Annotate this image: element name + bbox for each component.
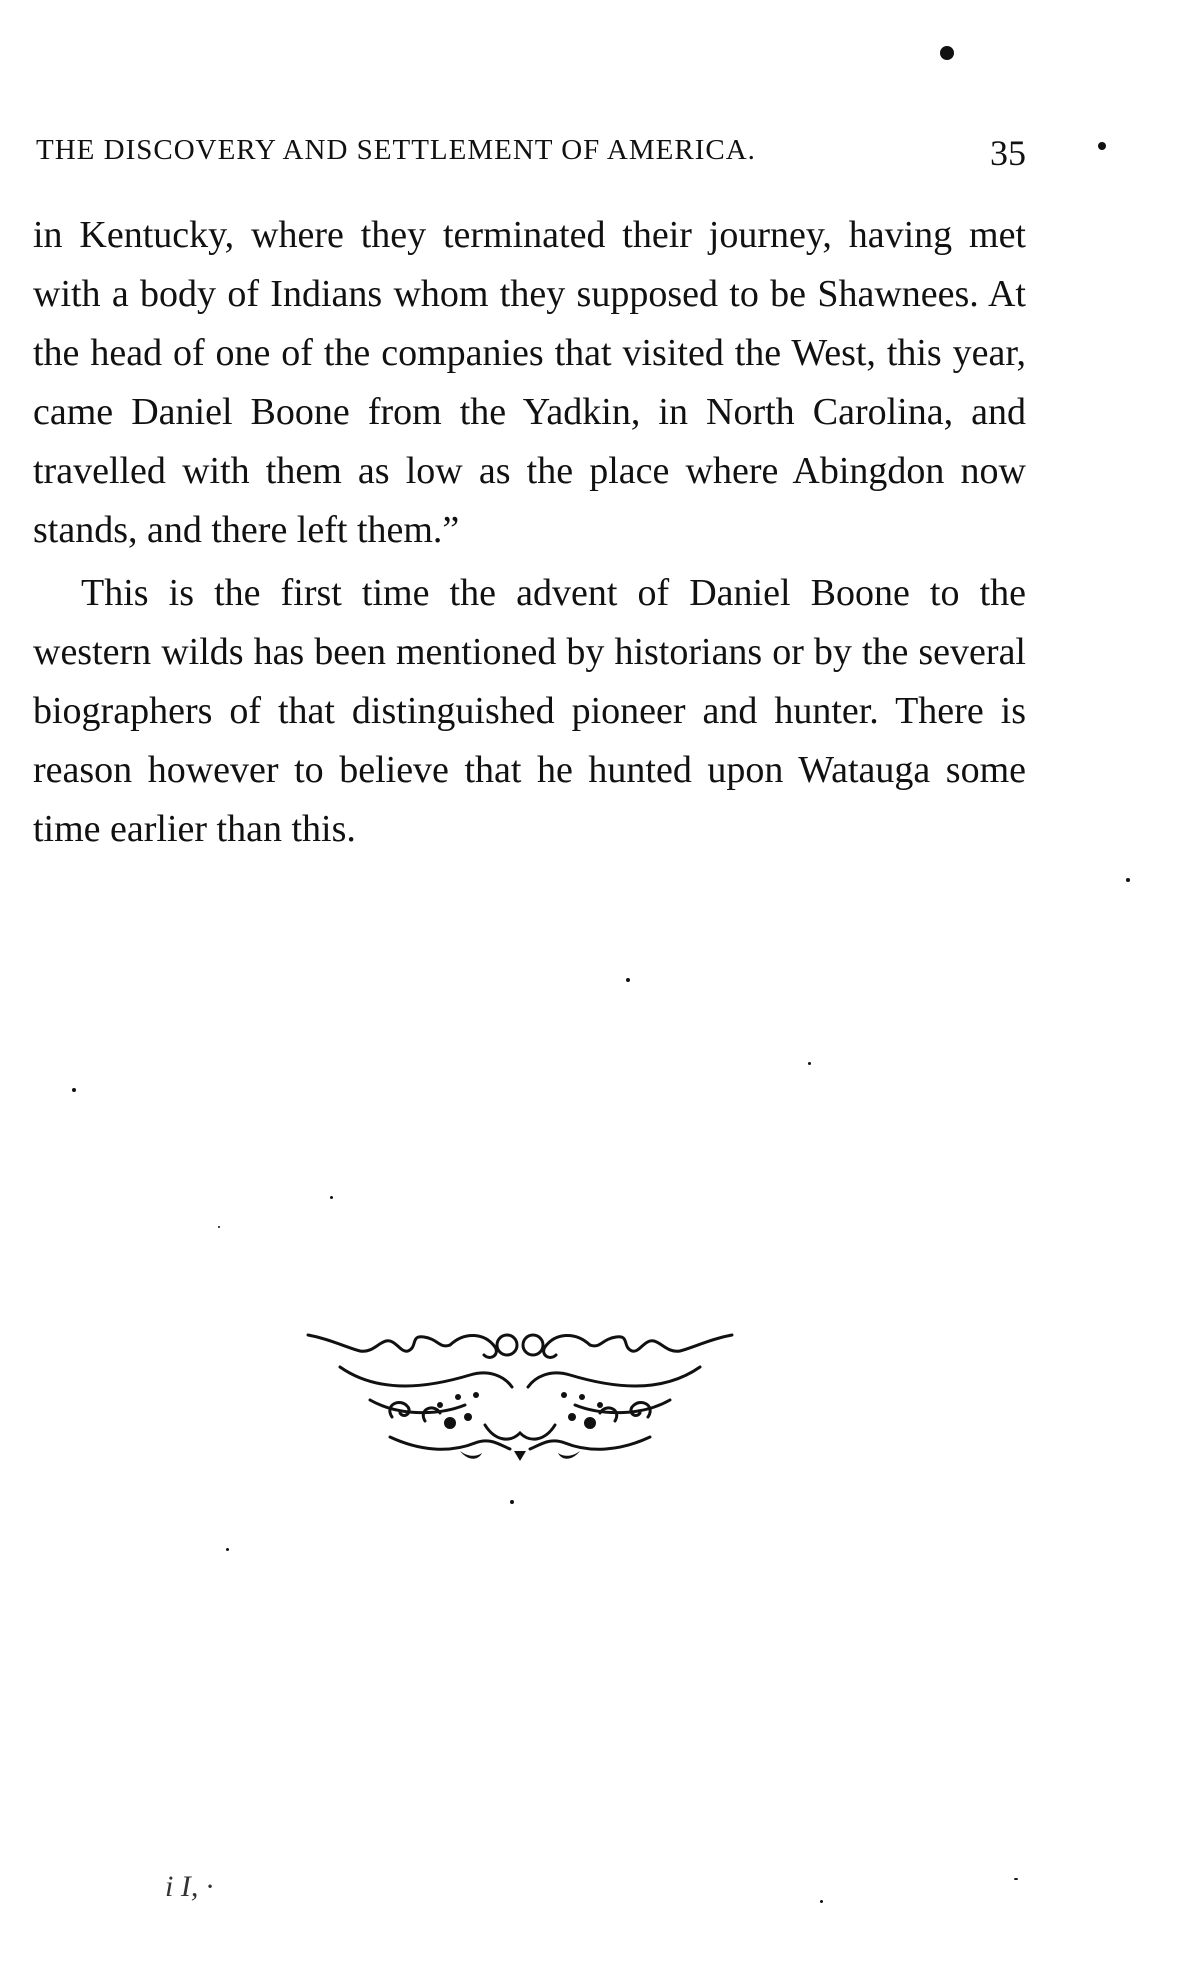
margin-mark: i I, · <box>165 1870 214 1903</box>
ink-speck <box>330 1196 333 1199</box>
ink-speck <box>72 1088 76 1092</box>
tailpiece-ornament <box>300 1325 740 1465</box>
ink-speck <box>626 978 630 982</box>
ink-speck <box>820 1900 823 1903</box>
page-number: 35 <box>990 133 1026 173</box>
running-head <box>36 132 1026 176</box>
body-text <box>33 206 1026 859</box>
ink-speck <box>218 1226 220 1228</box>
paragraph-continued: in Kentucky, where they terminated their journey, having met with a body of Indians whom they supposed to be Shawnees. At the head of one of the companies that visited the West, this year, came Daniel Boone from the Yadkin, in North Carolina, and travelled with them as low as the place where Abingdon now stands, and there left them.” <box>33 214 1026 551</box>
running-title: THE DISCOVERY AND SETTLEMENT OF AMERICA. <box>36 134 756 166</box>
paragraph: This is the first time the advent of Daniel Boone to the western wilds has been mentioned by historians or by the several biographers of that distinguished pioneer and hunter. There is reason however to believe that he hunted upon Wataugа some time earlier than this. <box>33 572 1026 850</box>
ink-speck <box>808 1062 811 1065</box>
ink-speck <box>1126 878 1130 882</box>
ink-speck <box>940 46 954 60</box>
ink-speck <box>510 1500 514 1504</box>
ink-speck <box>1098 142 1106 150</box>
ink-speck <box>226 1548 229 1551</box>
ink-speck <box>1014 1878 1018 1880</box>
